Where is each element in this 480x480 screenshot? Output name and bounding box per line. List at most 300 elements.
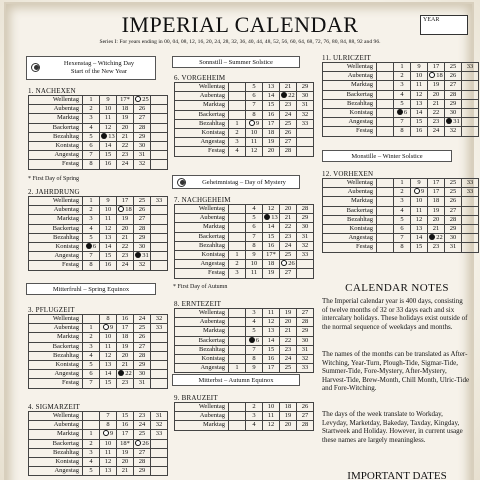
date-cell[interactable]: 31 — [151, 412, 168, 421]
date-cell[interactable]: 3 — [246, 412, 263, 421]
date-cell[interactable]: 29 — [445, 224, 462, 233]
date-cell[interactable]: 29 — [134, 132, 151, 141]
date-cell[interactable] — [151, 233, 168, 242]
date-cell[interactable] — [229, 205, 246, 214]
date-cell[interactable]: 12 — [100, 123, 117, 132]
date-cell[interactable]: 21 — [280, 327, 297, 336]
date-cell[interactable]: 10 — [246, 128, 263, 137]
date-cell[interactable]: 15 — [117, 412, 134, 421]
date-cell[interactable] — [151, 439, 168, 448]
date-cell[interactable] — [229, 214, 246, 223]
date-cell[interactable]: 26 — [280, 260, 297, 269]
date-cell[interactable]: 21 — [280, 214, 297, 223]
date-cell[interactable]: 6 — [394, 108, 411, 117]
date-cell[interactable]: 12 — [100, 351, 117, 360]
date-cell[interactable]: 20 — [117, 123, 134, 132]
date-cell[interactable]: 28 — [280, 147, 297, 156]
date-cell[interactable] — [229, 327, 246, 336]
date-cell[interactable]: 9 — [411, 63, 428, 72]
date-cell[interactable] — [377, 224, 394, 233]
date-cell[interactable]: 12 — [100, 224, 117, 233]
date-cell[interactable]: 11 — [246, 138, 263, 147]
date-cell[interactable]: 23 — [428, 118, 445, 127]
date-cell[interactable] — [151, 448, 168, 457]
date-cell[interactable]: 6 — [394, 224, 411, 233]
date-cell[interactable]: 12 — [246, 147, 263, 156]
date-cell[interactable] — [462, 81, 479, 90]
date-cell[interactable]: 1 — [83, 96, 100, 105]
date-cell[interactable]: 8 — [394, 127, 411, 136]
date-cell[interactable] — [297, 260, 314, 269]
date-cell[interactable]: 21 — [280, 83, 297, 92]
date-cell[interactable]: 19 — [117, 448, 134, 457]
date-cell[interactable]: 11 — [263, 412, 280, 421]
date-cell[interactable]: 1 — [229, 250, 246, 259]
date-cell[interactable] — [377, 206, 394, 215]
date-cell[interactable]: 16 — [117, 315, 134, 324]
date-cell[interactable]: 30 — [134, 370, 151, 379]
date-cell[interactable]: 26 — [134, 439, 151, 448]
date-cell[interactable]: 29 — [297, 214, 314, 223]
date-cell[interactable] — [151, 123, 168, 132]
date-cell[interactable]: 7 — [394, 234, 411, 243]
date-cell[interactable]: 30 — [297, 92, 314, 101]
date-cell[interactable]: 17 — [428, 188, 445, 197]
date-cell[interactable]: 9 — [411, 188, 428, 197]
date-cell[interactable]: 27 — [134, 448, 151, 457]
date-cell[interactable] — [151, 342, 168, 351]
date-cell[interactable]: 1 — [83, 197, 100, 206]
date-cell[interactable]: 33 — [151, 197, 168, 206]
date-cell[interactable]: 28 — [445, 215, 462, 224]
date-cell[interactable]: 9 — [246, 250, 263, 259]
date-cell[interactable]: 31 — [134, 252, 151, 261]
date-cell[interactable]: 17 — [117, 197, 134, 206]
date-cell[interactable]: 13 — [100, 233, 117, 242]
date-cell[interactable]: 16 — [117, 421, 134, 430]
date-cell[interactable]: 31 — [134, 151, 151, 160]
date-cell[interactable] — [83, 315, 100, 324]
date-cell[interactable]: 10 — [246, 260, 263, 269]
date-cell[interactable]: 28 — [134, 224, 151, 233]
date-cell[interactable] — [377, 188, 394, 197]
date-cell[interactable] — [151, 141, 168, 150]
date-cell[interactable]: 13 — [263, 214, 280, 223]
date-cell[interactable]: 3 — [83, 448, 100, 457]
date-cell[interactable]: 7 — [83, 252, 100, 261]
date-cell[interactable] — [229, 412, 246, 421]
date-cell[interactable]: 31 — [134, 379, 151, 388]
date-cell[interactable] — [377, 81, 394, 90]
date-cell[interactable]: 7 — [83, 151, 100, 160]
date-cell[interactable] — [229, 110, 246, 119]
date-cell[interactable]: 3 — [229, 138, 246, 147]
date-cell[interactable]: 12 — [263, 318, 280, 327]
date-cell[interactable] — [462, 118, 479, 127]
date-cell[interactable]: 17 — [428, 179, 445, 188]
date-cell[interactable]: 5 — [394, 99, 411, 108]
date-cell[interactable]: 6 — [246, 223, 263, 232]
date-cell[interactable]: 12 — [411, 215, 428, 224]
date-cell[interactable]: 21 — [117, 233, 134, 242]
date-cell[interactable]: 22 — [428, 234, 445, 243]
date-cell[interactable]: 29 — [297, 327, 314, 336]
date-cell[interactable] — [377, 234, 394, 243]
date-cell[interactable]: 27 — [445, 206, 462, 215]
date-cell[interactable]: 13 — [263, 327, 280, 336]
date-cell[interactable]: 3 — [83, 114, 100, 123]
date-cell[interactable]: 4 — [394, 90, 411, 99]
date-cell[interactable] — [83, 412, 100, 421]
date-cell[interactable]: 19 — [263, 138, 280, 147]
date-cell[interactable]: 13 — [100, 132, 117, 141]
date-cell[interactable]: 4 — [83, 351, 100, 360]
date-cell[interactable]: 20 — [117, 457, 134, 466]
date-cell[interactable]: 10 — [411, 72, 428, 81]
date-cell[interactable]: 15 — [100, 252, 117, 261]
date-cell[interactable]: 21 — [117, 360, 134, 369]
date-cell[interactable]: 14 — [411, 234, 428, 243]
date-cell[interactable] — [151, 160, 168, 169]
date-cell[interactable]: 11 — [411, 206, 428, 215]
date-cell[interactable]: 10 — [100, 206, 117, 215]
date-cell[interactable]: 8 — [246, 241, 263, 250]
date-cell[interactable]: 16 — [100, 160, 117, 169]
date-cell[interactable]: 23 — [134, 412, 151, 421]
date-cell[interactable]: 2 — [229, 128, 246, 137]
date-cell[interactable]: 9 — [411, 179, 428, 188]
date-cell[interactable] — [462, 215, 479, 224]
date-cell[interactable]: 15 — [263, 101, 280, 110]
date-cell[interactable]: 5 — [83, 360, 100, 369]
date-cell[interactable]: 25 — [445, 179, 462, 188]
date-cell[interactable]: 21 — [428, 224, 445, 233]
date-cell[interactable]: 15 — [263, 232, 280, 241]
date-cell[interactable]: 19 — [280, 309, 297, 318]
date-cell[interactable]: 19 — [428, 206, 445, 215]
date-cell[interactable]: 7 — [83, 379, 100, 388]
date-cell[interactable]: 24 — [280, 110, 297, 119]
date-cell[interactable]: 6 — [83, 242, 100, 251]
date-cell[interactable]: 11 — [100, 342, 117, 351]
date-cell[interactable]: 25 — [134, 197, 151, 206]
date-cell[interactable]: 25 — [134, 324, 151, 333]
date-cell[interactable]: 30 — [134, 141, 151, 150]
date-cell[interactable] — [83, 421, 100, 430]
date-cell[interactable]: 28 — [297, 421, 314, 430]
date-cell[interactable] — [229, 318, 246, 327]
date-cell[interactable] — [229, 223, 246, 232]
date-cell[interactable]: 14 — [263, 223, 280, 232]
date-cell[interactable]: 25 — [134, 430, 151, 439]
date-cell[interactable]: 9 — [100, 197, 117, 206]
date-cell[interactable]: 3 — [246, 309, 263, 318]
date-cell[interactable]: 25 — [280, 250, 297, 259]
date-cell[interactable] — [229, 345, 246, 354]
date-cell[interactable] — [462, 224, 479, 233]
date-cell[interactable] — [229, 354, 246, 363]
date-cell[interactable] — [462, 243, 479, 252]
date-cell[interactable] — [151, 467, 168, 476]
date-cell[interactable]: 4 — [246, 318, 263, 327]
date-cell[interactable]: 4 — [83, 224, 100, 233]
date-cell[interactable] — [229, 101, 246, 110]
date-cell[interactable]: 1 — [394, 179, 411, 188]
date-cell[interactable]: 12 — [411, 90, 428, 99]
date-cell[interactable]: 18 — [428, 197, 445, 206]
date-cell[interactable] — [151, 105, 168, 114]
date-cell[interactable]: 14 — [263, 92, 280, 101]
date-cell[interactable]: 28 — [297, 205, 314, 214]
date-cell[interactable]: 31 — [297, 232, 314, 241]
date-cell[interactable]: 23 — [117, 379, 134, 388]
date-cell[interactable]: 4 — [246, 421, 263, 430]
date-cell[interactable]: 10 — [100, 439, 117, 448]
date-cell[interactable] — [229, 92, 246, 101]
date-cell[interactable]: 8 — [246, 110, 263, 119]
date-cell[interactable]: 7 — [246, 232, 263, 241]
date-cell[interactable]: 20 — [280, 421, 297, 430]
date-cell[interactable] — [229, 83, 246, 92]
date-cell[interactable]: 24 — [134, 315, 151, 324]
date-cell[interactable]: 5 — [83, 132, 100, 141]
date-cell[interactable]: 28 — [445, 90, 462, 99]
date-cell[interactable]: 5 — [246, 83, 263, 92]
date-cell[interactable]: 31 — [297, 101, 314, 110]
date-cell[interactable]: 9 — [246, 364, 263, 373]
date-cell[interactable]: 13 — [411, 224, 428, 233]
date-cell[interactable]: 22 — [117, 370, 134, 379]
date-cell[interactable]: 33 — [462, 188, 479, 197]
date-cell[interactable]: 22 — [428, 108, 445, 117]
date-cell[interactable]: 21 — [117, 467, 134, 476]
date-cell[interactable]: 23 — [280, 232, 297, 241]
date-cell[interactable]: 27 — [134, 215, 151, 224]
date-cell[interactable]: 23 — [280, 345, 297, 354]
date-cell[interactable]: 5 — [246, 214, 263, 223]
date-cell[interactable] — [377, 72, 394, 81]
date-cell[interactable]: 25 — [280, 364, 297, 373]
date-cell[interactable] — [377, 197, 394, 206]
date-cell[interactable]: 2 — [246, 403, 263, 412]
date-cell[interactable]: 4 — [394, 206, 411, 215]
date-cell[interactable]: 17 — [117, 430, 134, 439]
date-cell[interactable]: 5 — [246, 327, 263, 336]
date-cell[interactable]: 22 — [117, 242, 134, 251]
date-cell[interactable]: 28 — [134, 351, 151, 360]
date-cell[interactable]: 27 — [445, 81, 462, 90]
date-cell[interactable]: 27 — [134, 114, 151, 123]
date-cell[interactable]: 18 — [117, 105, 134, 114]
date-cell[interactable]: 28 — [134, 457, 151, 466]
date-cell[interactable]: 30 — [134, 242, 151, 251]
date-cell[interactable]: 11 — [263, 309, 280, 318]
date-cell[interactable]: 15 — [263, 345, 280, 354]
date-cell[interactable]: 8 — [83, 261, 100, 270]
date-cell[interactable]: 10 — [100, 105, 117, 114]
date-cell[interactable]: 7 — [246, 345, 263, 354]
date-cell[interactable]: 26 — [280, 128, 297, 137]
date-cell[interactable]: 33 — [462, 63, 479, 72]
date-cell[interactable]: 16 — [100, 261, 117, 270]
date-cell[interactable] — [297, 128, 314, 137]
date-cell[interactable] — [151, 252, 168, 261]
date-cell[interactable]: 2 — [83, 105, 100, 114]
date-cell[interactable]: 2 — [394, 72, 411, 81]
date-cell[interactable]: 20 — [280, 205, 297, 214]
date-cell[interactable]: 24 — [428, 127, 445, 136]
date-cell[interactable]: 18 — [280, 403, 297, 412]
date-cell[interactable]: 13 — [100, 467, 117, 476]
date-cell[interactable]: 29 — [445, 99, 462, 108]
date-cell[interactable] — [297, 269, 314, 278]
date-cell[interactable]: 33 — [151, 324, 168, 333]
date-cell[interactable]: 17* — [117, 96, 134, 105]
date-cell[interactable] — [151, 370, 168, 379]
date-cell[interactable]: 20 — [117, 351, 134, 360]
date-cell[interactable] — [377, 118, 394, 127]
date-cell[interactable]: 25 — [134, 96, 151, 105]
date-cell[interactable] — [151, 360, 168, 369]
date-cell[interactable]: 32 — [297, 354, 314, 363]
date-cell[interactable]: 15 — [411, 243, 428, 252]
date-cell[interactable]: 30 — [297, 336, 314, 345]
date-cell[interactable]: 33 — [297, 119, 314, 128]
date-cell[interactable] — [377, 63, 394, 72]
date-cell[interactable]: 31 — [445, 118, 462, 127]
date-cell[interactable]: 14 — [411, 108, 428, 117]
date-cell[interactable]: 31 — [297, 345, 314, 354]
date-cell[interactable] — [297, 147, 314, 156]
date-cell[interactable]: 27 — [297, 309, 314, 318]
date-cell[interactable]: 12 — [263, 205, 280, 214]
date-cell[interactable]: 18 — [263, 260, 280, 269]
date-cell[interactable] — [377, 99, 394, 108]
date-cell[interactable]: 14 — [263, 336, 280, 345]
date-cell[interactable] — [377, 243, 394, 252]
date-cell[interactable] — [377, 90, 394, 99]
date-cell[interactable]: 21 — [117, 132, 134, 141]
date-cell[interactable]: 32 — [151, 315, 168, 324]
date-cell[interactable]: 11 — [100, 114, 117, 123]
date-cell[interactable] — [229, 309, 246, 318]
date-cell[interactable]: 2 — [83, 206, 100, 215]
date-cell[interactable] — [377, 215, 394, 224]
date-cell[interactable]: 23 — [280, 101, 297, 110]
date-cell[interactable]: 13 — [411, 99, 428, 108]
date-cell[interactable]: 26 — [445, 72, 462, 81]
date-cell[interactable]: 24 — [280, 241, 297, 250]
date-cell[interactable]: 5 — [83, 467, 100, 476]
date-cell[interactable] — [151, 132, 168, 141]
date-cell[interactable]: 15 — [100, 379, 117, 388]
date-cell[interactable]: 20 — [280, 318, 297, 327]
date-cell[interactable]: 18 — [117, 333, 134, 342]
date-cell[interactable]: 7 — [394, 118, 411, 127]
date-cell[interactable]: 22 — [280, 92, 297, 101]
date-cell[interactable]: 25 — [445, 63, 462, 72]
date-cell[interactable]: 2 — [83, 333, 100, 342]
date-cell[interactable]: 9 — [100, 324, 117, 333]
date-cell[interactable]: 2 — [394, 188, 411, 197]
date-cell[interactable]: 3 — [83, 215, 100, 224]
date-cell[interactable] — [229, 241, 246, 250]
date-cell[interactable] — [151, 242, 168, 251]
date-cell[interactable] — [229, 403, 246, 412]
date-cell[interactable]: 20 — [428, 90, 445, 99]
date-cell[interactable] — [151, 206, 168, 215]
date-cell[interactable]: 11 — [100, 215, 117, 224]
date-cell[interactable]: 4 — [83, 457, 100, 466]
date-cell[interactable]: 16 — [411, 127, 428, 136]
date-cell[interactable]: 11 — [246, 269, 263, 278]
date-cell[interactable]: 26 — [134, 206, 151, 215]
date-cell[interactable] — [151, 224, 168, 233]
date-cell[interactable]: 25 — [280, 119, 297, 128]
date-cell[interactable]: 18 — [428, 72, 445, 81]
date-cell[interactable]: 27 — [280, 269, 297, 278]
date-cell[interactable] — [151, 96, 168, 105]
date-cell[interactable]: 5 — [83, 233, 100, 242]
date-cell[interactable]: 3 — [394, 197, 411, 206]
date-cell[interactable]: 26 — [134, 105, 151, 114]
date-cell[interactable]: 14 — [100, 141, 117, 150]
date-cell[interactable]: 3 — [394, 81, 411, 90]
date-cell[interactable] — [151, 114, 168, 123]
date-cell[interactable]: 5 — [394, 215, 411, 224]
date-cell[interactable]: 19 — [117, 342, 134, 351]
date-cell[interactable]: 22 — [280, 336, 297, 345]
date-cell[interactable]: 18 — [117, 206, 134, 215]
date-cell[interactable]: 1 — [229, 119, 246, 128]
date-cell[interactable] — [462, 234, 479, 243]
date-cell[interactable]: 10 — [411, 197, 428, 206]
date-cell[interactable]: 28 — [297, 318, 314, 327]
date-cell[interactable]: 15 — [100, 151, 117, 160]
date-cell[interactable]: 8 — [100, 421, 117, 430]
date-cell[interactable]: 23 — [117, 252, 134, 261]
date-cell[interactable]: 8 — [83, 160, 100, 169]
date-cell[interactable]: 19 — [428, 81, 445, 90]
date-cell[interactable]: 30 — [445, 234, 462, 243]
date-cell[interactable]: 29 — [297, 83, 314, 92]
date-cell[interactable]: 30 — [297, 223, 314, 232]
date-cell[interactable]: 26 — [297, 403, 314, 412]
date-cell[interactable]: 16 — [263, 241, 280, 250]
date-cell[interactable]: 29 — [134, 360, 151, 369]
date-cell[interactable]: 29 — [134, 233, 151, 242]
date-cell[interactable] — [229, 336, 246, 345]
date-cell[interactable]: 9 — [246, 119, 263, 128]
date-cell[interactable]: 13 — [100, 360, 117, 369]
date-cell[interactable]: 6 — [246, 92, 263, 101]
date-cell[interactable]: 20 — [263, 147, 280, 156]
date-cell[interactable]: 27 — [280, 138, 297, 147]
date-cell[interactable]: 4 — [246, 205, 263, 214]
date-cell[interactable]: 22 — [280, 223, 297, 232]
date-cell[interactable]: 17 — [263, 364, 280, 373]
date-cell[interactable]: 24 — [134, 421, 151, 430]
date-cell[interactable]: 1 — [229, 364, 246, 373]
date-cell[interactable] — [462, 127, 479, 136]
date-cell[interactable]: 13 — [263, 83, 280, 92]
date-cell[interactable]: 7 — [246, 101, 263, 110]
date-cell[interactable]: 25 — [445, 188, 462, 197]
date-cell[interactable]: 26 — [134, 333, 151, 342]
date-cell[interactable]: 32 — [134, 261, 151, 270]
date-cell[interactable] — [377, 127, 394, 136]
date-cell[interactable]: 6 — [83, 141, 100, 150]
